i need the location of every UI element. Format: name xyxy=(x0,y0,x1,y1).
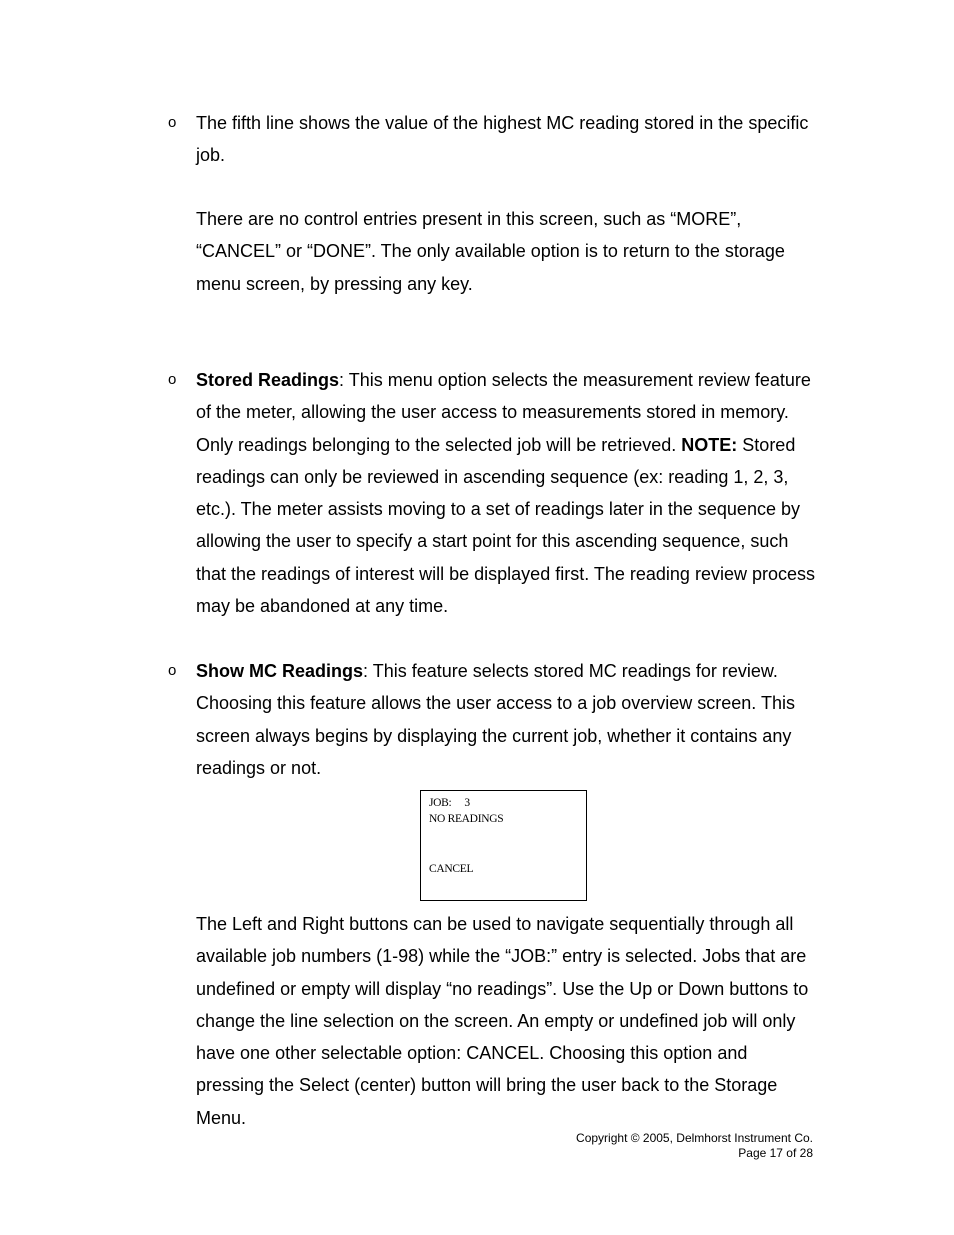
bullet-marker: o xyxy=(168,662,177,679)
no-controls-paragraph: There are no control entries present in this screen, such as “MORE”, “CANCEL” or “DONE”. The only available option is to return to the storage menu screen, by pressing any key. xyxy=(196,209,785,294)
stored-readings-heading: Stored Readings xyxy=(196,370,340,390)
navigation-paragraph: The Left and Right buttons can be used to navigate sequentially through all available job numbers (1-98) while the “JOB:” entry is selected. Jobs that are undefined or empty will display “no readings”. Use the Up or Down buttons to change the line selection on the screen. An empty or undefined job will only have one other selectable option: CANCEL. Choosing this option and pressing the Select (center) button will bring the user back to the Storage Menu. xyxy=(196,914,809,1128)
screen-job-line: JOB: 3 xyxy=(429,797,470,809)
show-mc-text: : This feature selects stored MC readings for review. Choosing this feature allows the user access to a job overview screen. This screen always begins by displaying the current job, whether it contains any readings or not. xyxy=(196,661,795,778)
screen-no-readings-line: NO READINGS xyxy=(429,813,504,825)
bullet-marker: o xyxy=(168,371,177,388)
screen-cancel-line: CANCEL xyxy=(429,863,474,875)
show-mc-paragraph xyxy=(196,655,818,784)
stored-readings-text: : This menu option selects the measurement review feature of the meter, allowing the user access to measurements stored in memory. Only readings belonging to the selected job will be retrieved. xyxy=(196,370,811,455)
note-label: NOTE: xyxy=(681,434,738,455)
page-number: Page 17 of 28 xyxy=(738,1145,813,1160)
bullet-marker: o xyxy=(168,114,177,131)
meter-screen-illustration xyxy=(420,790,587,901)
note-text: Stored readings can only be reviewed in ascending sequence (ex: reading 1, 2, 3, etc.). The meter assists moving to a set of readings later in the sequence by allowing the user to specify a start point for this ascending sequence, such that the readings of interest will be displayed first. The reading review process may be abandoned at any time. xyxy=(196,434,815,617)
copyright-text: Copyright © 2005, Delmhorst Instrument Co. xyxy=(576,1131,813,1145)
stored-readings-paragraph xyxy=(196,364,818,622)
page-footer xyxy=(576,1131,813,1160)
show-mc-heading: Show MC Readings xyxy=(196,661,364,681)
fifth-line-paragraph: The fifth line shows the value of the highest MC reading stored in the specific job. xyxy=(196,113,809,166)
